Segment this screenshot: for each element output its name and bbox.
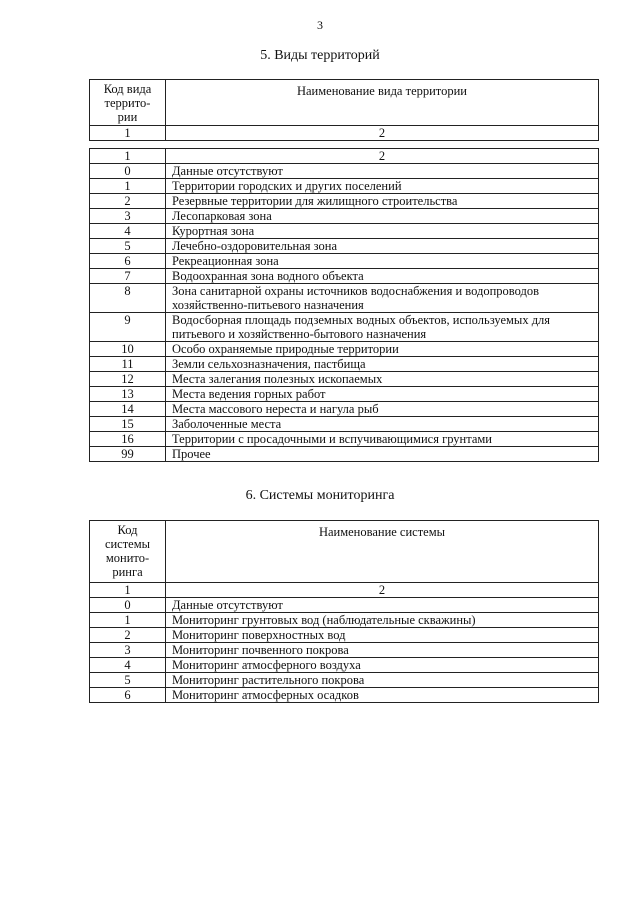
row-name: Мониторинг грунтовых вод (наблюдательные скважины) <box>166 613 599 628</box>
row-name: Мониторинг атмосферных осадков <box>166 688 599 703</box>
column-number-1: 1 <box>90 149 166 164</box>
row-name: Мониторинг атмосферного воздуха <box>166 658 599 673</box>
monitoring-systems-table <box>89 520 599 703</box>
territory-code-header: Код вида террито-рии <box>90 80 166 126</box>
table-row <box>90 194 599 209</box>
table-row <box>90 628 599 643</box>
row-code: 12 <box>90 372 166 387</box>
row-name: Мониторинг почвенного покрова <box>166 643 599 658</box>
table-row <box>90 313 599 342</box>
table-row <box>90 417 599 432</box>
section-6-title: 6. Системы мониторинга <box>245 488 395 503</box>
row-code: 11 <box>90 357 166 372</box>
row-name: Данные отсутствуют <box>166 164 599 179</box>
table-row <box>90 164 599 179</box>
column-number-2: 2 <box>166 583 599 598</box>
table-row <box>90 643 599 658</box>
column-number-1: 1 <box>90 126 166 141</box>
row-name: Рекреационная зона <box>166 254 599 269</box>
row-name: Резервные территории для жилищного строительства <box>166 194 599 209</box>
row-name: Лесопарковая зона <box>166 209 599 224</box>
row-code: 16 <box>90 432 166 447</box>
row-code: 1 <box>90 613 166 628</box>
table-row <box>90 342 599 357</box>
column-numbers-row <box>90 583 599 598</box>
row-code: 6 <box>90 254 166 269</box>
row-code: 2 <box>90 194 166 209</box>
page-number: 3 <box>317 18 323 32</box>
table-row <box>90 402 599 417</box>
row-code: 15 <box>90 417 166 432</box>
table-row <box>90 688 599 703</box>
table-row <box>90 598 599 613</box>
column-number-2: 2 <box>166 126 599 141</box>
table-row <box>90 284 599 313</box>
row-name: Особо охраняемые природные территории <box>166 342 599 357</box>
territory-types-header-table <box>89 79 599 141</box>
table-row <box>90 432 599 447</box>
row-name: Данные отсутствуют <box>166 598 599 613</box>
row-code: 2 <box>90 628 166 643</box>
row-code: 4 <box>90 658 166 673</box>
row-name: Водосборная площадь подземных водных объектов, используемых для питьевого и хозяйственно-бытового назначения <box>166 313 599 342</box>
table-row <box>90 254 599 269</box>
column-numbers-row <box>90 149 599 164</box>
row-code: 1 <box>90 179 166 194</box>
row-name: Места ведения горных работ <box>166 387 599 402</box>
row-name: Курортная зона <box>166 224 599 239</box>
row-code: 0 <box>90 598 166 613</box>
row-code: 0 <box>90 164 166 179</box>
row-code: 7 <box>90 269 166 284</box>
table-row <box>90 239 599 254</box>
column-number-2: 2 <box>166 149 599 164</box>
table-row <box>90 269 599 284</box>
row-name: Места массового нереста и нагула рыб <box>166 402 599 417</box>
territory-types-table <box>89 148 599 462</box>
table-row <box>90 658 599 673</box>
row-code: 14 <box>90 402 166 417</box>
row-name: Мониторинг растительного покрова <box>166 673 599 688</box>
row-code: 5 <box>90 673 166 688</box>
row-name: Водоохранная зона водного объекта <box>166 269 599 284</box>
row-code: 5 <box>90 239 166 254</box>
row-name: Места залегания полезных ископаемых <box>166 372 599 387</box>
row-name: Мониторинг поверхностных вод <box>166 628 599 643</box>
row-code: 99 <box>90 447 166 462</box>
territory-name-header: Наименование вида территории <box>166 80 599 126</box>
table-row <box>90 673 599 688</box>
row-name: Прочее <box>166 447 599 462</box>
row-name: Территории с просадочными и вспучивающимися грунтами <box>166 432 599 447</box>
row-name: Лечебно-оздоровительная зона <box>166 239 599 254</box>
table-row <box>90 209 599 224</box>
table-row <box>90 224 599 239</box>
system-code-header: Код системы монито-ринга <box>90 521 166 583</box>
row-code: 3 <box>90 643 166 658</box>
row-code: 8 <box>90 284 166 313</box>
row-code: 9 <box>90 313 166 342</box>
table-row <box>90 179 599 194</box>
table-row <box>90 387 599 402</box>
system-name-header: Наименование системы <box>166 521 599 583</box>
table-row <box>90 613 599 628</box>
row-code: 4 <box>90 224 166 239</box>
column-number-1: 1 <box>90 583 166 598</box>
row-name: Зона санитарной охраны источников водоснабжения и водопроводов хозяйственно-питьевого назначения <box>166 284 599 313</box>
section-5-title: 5. Виды территорий <box>260 48 380 63</box>
table-row <box>90 372 599 387</box>
row-code: 3 <box>90 209 166 224</box>
table-row <box>90 447 599 462</box>
row-name: Территории городских и других поселений <box>166 179 599 194</box>
row-code: 13 <box>90 387 166 402</box>
row-name: Заболоченные места <box>166 417 599 432</box>
table-row <box>90 357 599 372</box>
row-code: 6 <box>90 688 166 703</box>
row-name: Земли сельхозназначения, пастбища <box>166 357 599 372</box>
row-code: 10 <box>90 342 166 357</box>
